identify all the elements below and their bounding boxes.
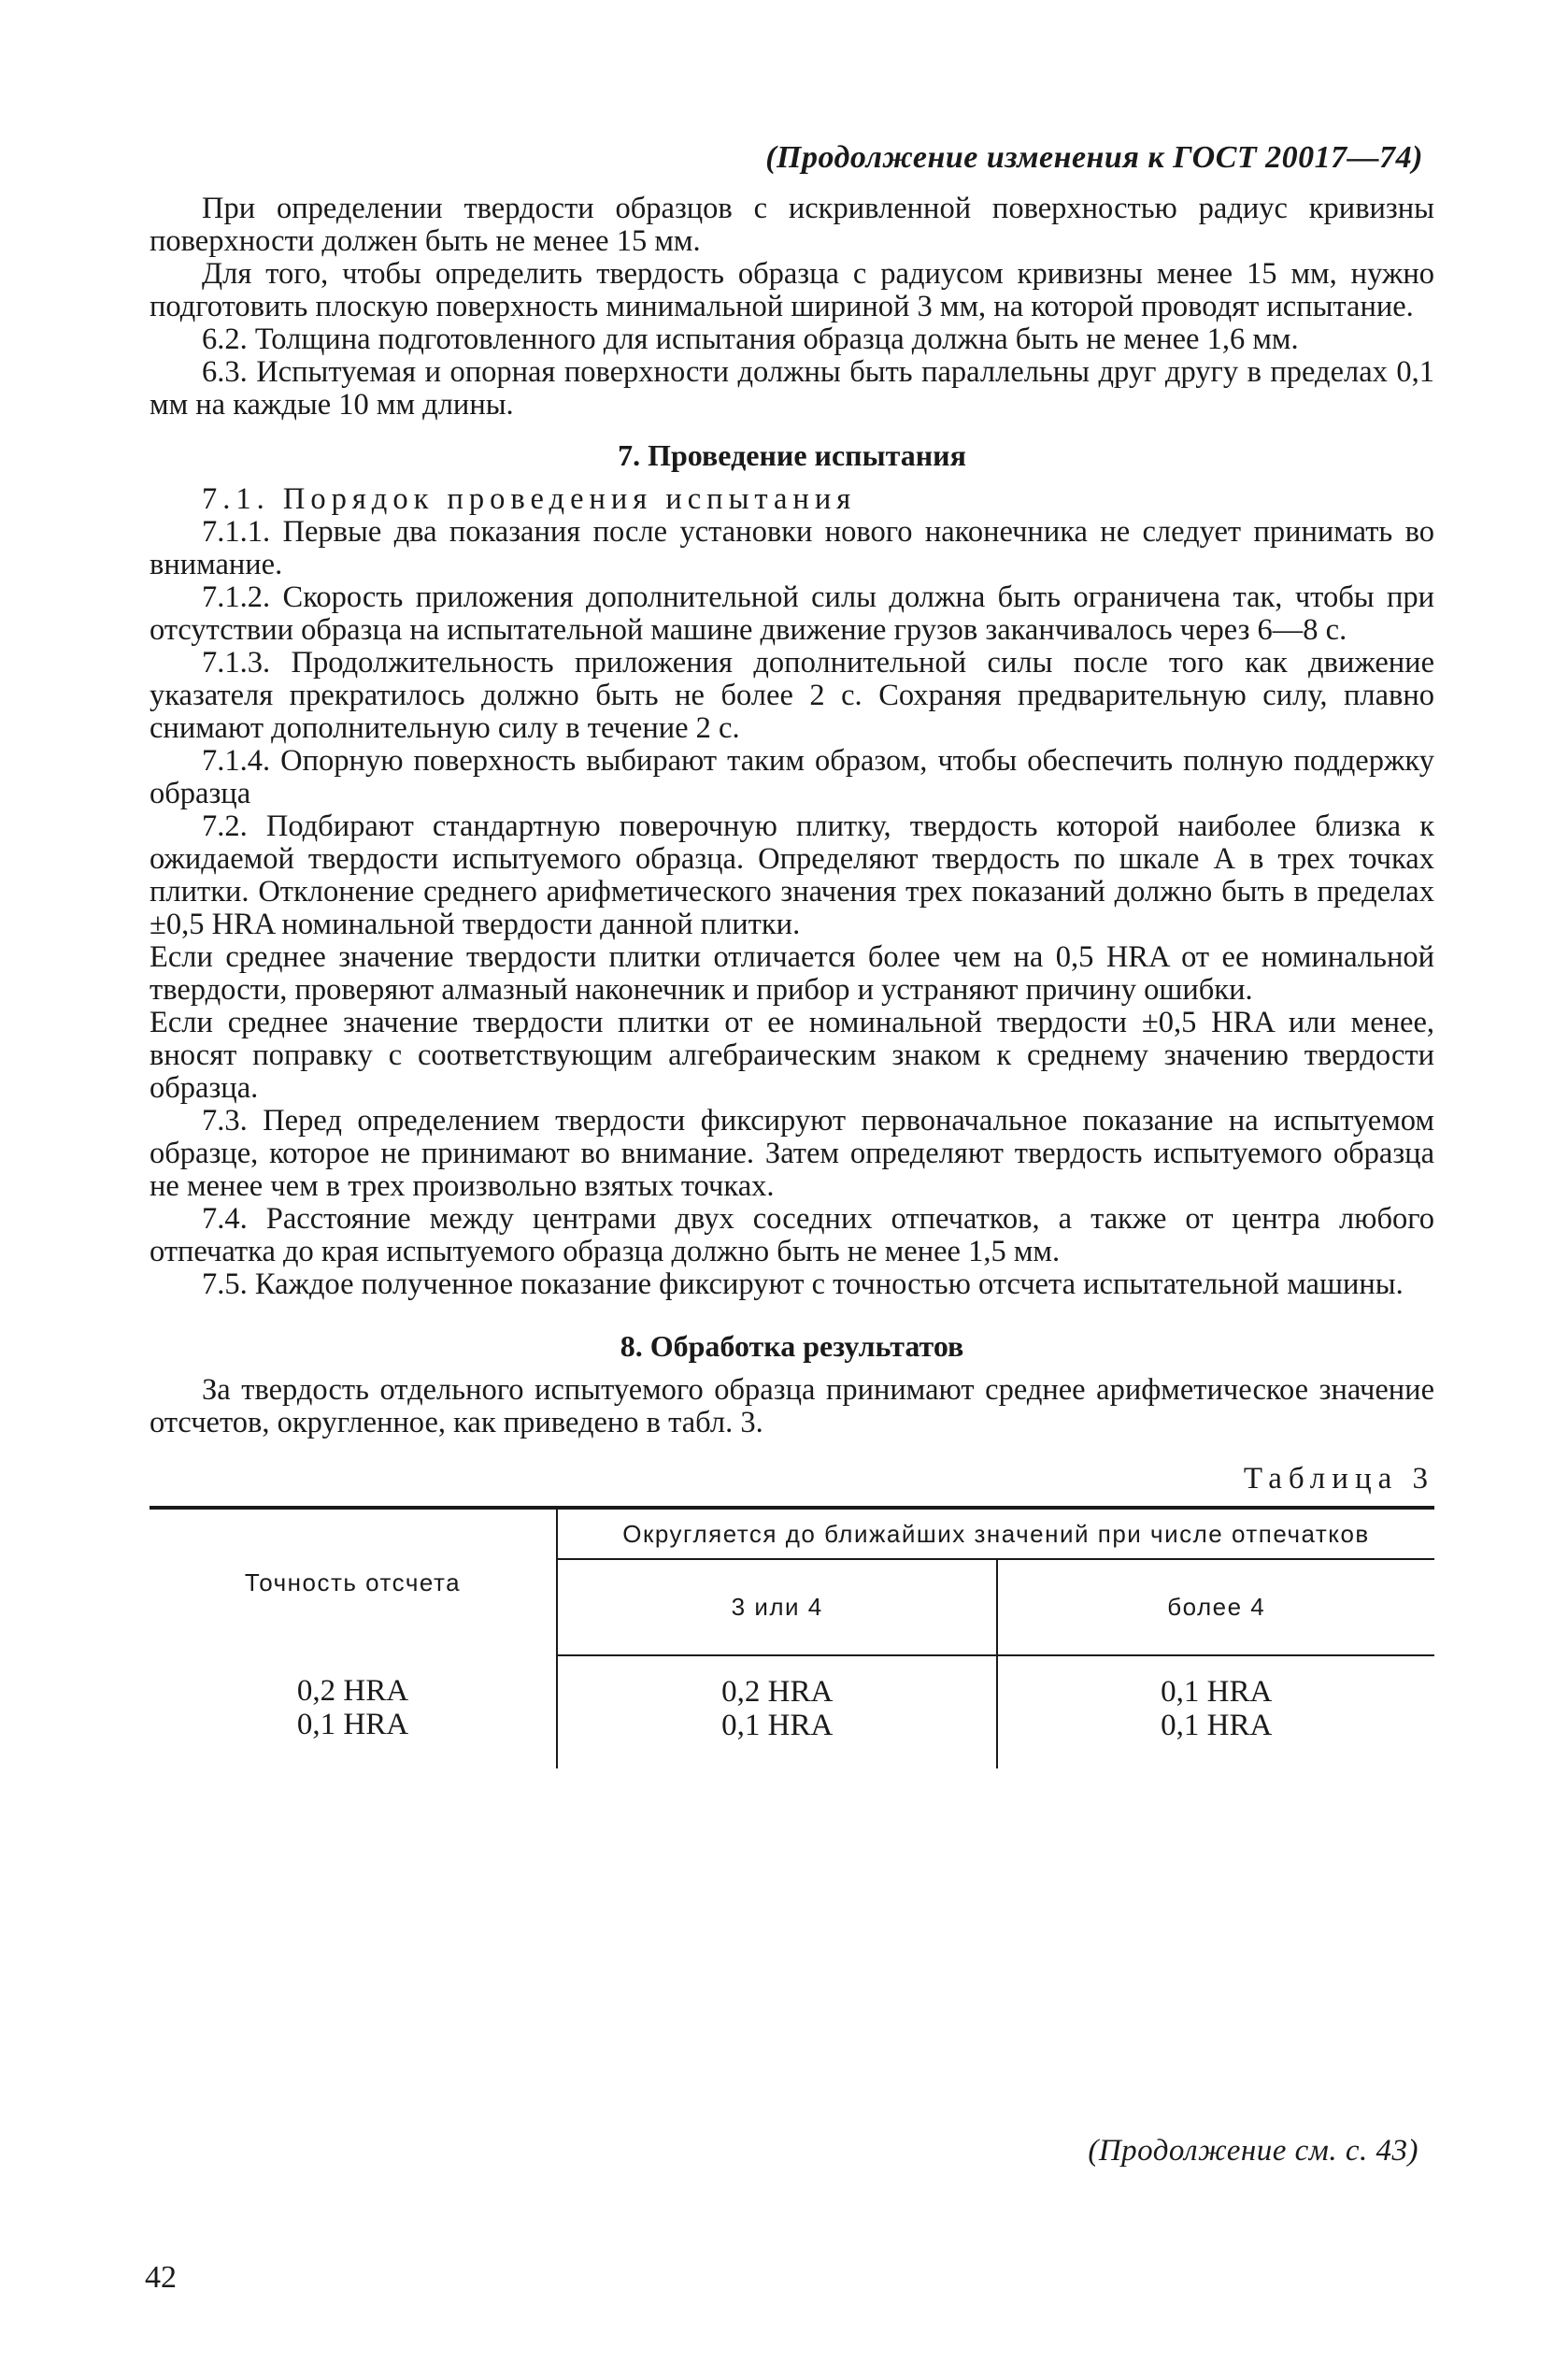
table-header-accuracy: Точность отсчета bbox=[150, 1510, 557, 1655]
section-8-title: 8. Обработка результатов bbox=[620, 1329, 964, 1363]
table-title: Таблица 3 bbox=[1243, 1462, 1434, 1496]
page-number: 42 bbox=[145, 2260, 177, 2295]
table-header-3-or-4: 3 или 4 bbox=[557, 1559, 997, 1655]
cell-value: 0,1 HRA bbox=[1161, 1709, 1273, 1742]
paragraph: Для того, чтобы определить твердость образца с радиусом кривизны менее 15 мм, нужно подготовить плоскую поверхность минимальной шириной 3 мм, на которой проводят испытание. bbox=[150, 257, 1434, 323]
paragraph: Если среднее значение твердости плитки отличается более чем на 0,5 HRA от ее номинальной твердости, проверяют алмазный наконечник и прибор и устраняют причину ошибки. bbox=[150, 940, 1434, 1007]
table-cell bbox=[150, 1655, 557, 1768]
table-cell bbox=[997, 1655, 1434, 1768]
paragraph: 7.1.3. Продолжительность приложения дополнительной силы после того как движение указателя прекратилось должно быть не более 2 с. Сохраняя предварительную силу, плавно снимают дополнительную силу в течение 2 с. bbox=[150, 646, 1434, 745]
table-row bbox=[150, 1655, 1434, 1768]
paragraph: Если среднее значение твердости плитки от ее номинальной твердости ±0,5 HRA или менее, вносят поправку с соответствующим алгебраическим знаком к среднему значению твердости образца. bbox=[150, 1006, 1434, 1105]
paragraph: При определении твердости образцов с искривленной поверхностью радиус кривизны поверхности должен быть не менее 15 мм. bbox=[150, 192, 1434, 258]
paragraph: 7.2. Подбирают стандартную поверочную плитку, твердость которой наиболее близка к ожидаемой твердости испытуемого образца. Определяют твердость по шкале А в трех точках плитки. Отклонение среднего арифметического значения трех показаний должно быть в пределах ±0,5 HRA номинальной твердости данной плитки. bbox=[150, 809, 1434, 941]
paragraph: 6.2. Толщина подготовленного для испытания образца должна быть не менее 1,6 мм. bbox=[202, 322, 1299, 356]
table-3 bbox=[150, 1506, 1434, 1768]
cell-value: 0,1 HRA bbox=[721, 1709, 834, 1742]
paragraph: 7.4. Расстояние между центрами двух соседних отпечатков, а также от центра любого отпечатка до края испытуемого образца должно быть не менее 1,5 мм. bbox=[150, 1202, 1434, 1268]
cell-value: 0,1 HRA bbox=[296, 1708, 409, 1741]
cell-value: 0,2 HRA bbox=[296, 1674, 409, 1708]
table-cell bbox=[557, 1655, 997, 1768]
cell-value: 0,2 HRA bbox=[721, 1675, 834, 1709]
sub-heading: 7.1. Порядок проведения испытания bbox=[202, 482, 857, 516]
table-header-group: Округляется до ближайших значений при числе отпечатков bbox=[557, 1510, 1434, 1559]
continued-note: (Продолжение см. с. 43) bbox=[1088, 2134, 1418, 2168]
section-7-title: 7. Проведение испытания bbox=[618, 438, 966, 472]
table-header-more-than-4: более 4 bbox=[997, 1559, 1434, 1655]
document-body bbox=[150, 193, 1434, 1768]
paragraph: 7.3. Перед определением твердости фиксируют первоначальное показание на испытуемом образце, которое не принимают во внимание. Затем определяют твердость испытуемого образца не менее чем в трех произвольно взятых точках. bbox=[150, 1104, 1434, 1203]
paragraph: За твердость отдельного испытуемого образца принимают среднее арифметическое значение отсчетов, округленное, как приведено в табл. 3. bbox=[150, 1373, 1434, 1439]
cell-value: 0,1 HRA bbox=[1161, 1675, 1273, 1709]
paragraph: 7.5. Каждое полученное показание фиксируют с точностью отсчета испытательной машины. bbox=[202, 1267, 1404, 1301]
paragraph: 7.1.4. Опорную поверхность выбирают таким образом, чтобы обеспечить полную поддержку образца bbox=[150, 744, 1434, 810]
paragraph: 7.1.1. Первые два показания после установки нового наконечника не следует принимать во внимание. bbox=[150, 515, 1434, 581]
paragraph: 7.1.2. Скорость приложения дополнительной силы должна быть ограничена так, чтобы при отсутствии образца на испытательной машине движение грузов заканчивалось через 6—8 с. bbox=[150, 580, 1434, 647]
paragraph: 6.3. Испытуемая и опорная поверхности должны быть параллельны друг другу в пределах 0,1 мм на каждые 10 мм длины. bbox=[150, 355, 1434, 422]
page-header: (Продолжение изменения к ГОСТ 20017—74) bbox=[765, 140, 1423, 175]
